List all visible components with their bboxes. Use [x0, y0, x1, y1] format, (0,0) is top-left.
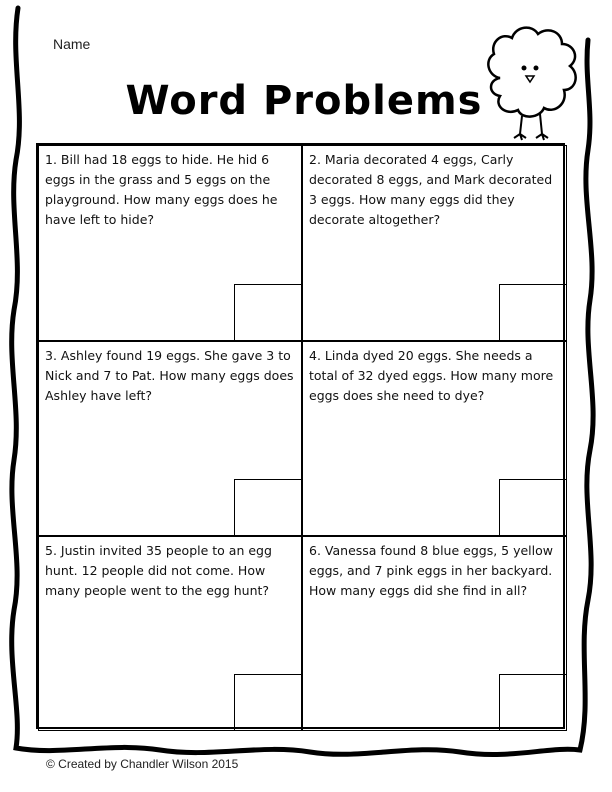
name-label: Name	[53, 36, 91, 52]
problem-text: 1. Bill had 18 eggs to hide. He hid 6 eggs in the grass and 5 eggs on the playground. How many eggs does he have left to hide?	[45, 152, 278, 227]
problem-cell-1	[38, 145, 302, 341]
answer-box[interactable]	[234, 284, 302, 341]
copyright-footer: © Created by Chandler Wilson 2015	[46, 757, 239, 771]
problem-text: 3. Ashley found 19 eggs. She gave 3 to Nick and 7 to Pat. How many eggs does Ashley have left?	[45, 348, 294, 403]
problem-grid	[36, 143, 565, 729]
answer-box[interactable]	[499, 674, 567, 731]
page-title: Word Problems	[125, 78, 483, 124]
problem-cell-2	[302, 145, 567, 341]
answer-box[interactable]	[234, 479, 302, 536]
problem-cell-6	[302, 536, 567, 731]
problem-cell-5	[38, 536, 302, 731]
problem-cell-3	[38, 341, 302, 536]
problem-text: 5. Justin invited 35 people to an egg hunt. 12 people did not come. How many people went to the egg hunt?	[45, 543, 272, 598]
answer-box[interactable]	[499, 284, 567, 341]
problem-text: 4. Linda dyed 20 eggs. She needs a total of 32 dyed eggs. How many more eggs does she need to dye?	[309, 348, 554, 403]
chick-icon	[470, 18, 590, 146]
answer-box[interactable]	[234, 674, 302, 731]
problem-text: 2. Maria decorated 4 eggs, Carly decorated 8 eggs, and Mark decorated 3 eggs. How many eggs did they decorate altogether?	[309, 152, 553, 227]
problem-text: 6. Vanessa found 8 blue eggs, 5 yellow eggs, and 7 pink eggs in her backyard. How many eggs did she find in all?	[309, 543, 553, 598]
answer-box[interactable]	[499, 479, 567, 536]
problem-cell-4	[302, 341, 567, 536]
